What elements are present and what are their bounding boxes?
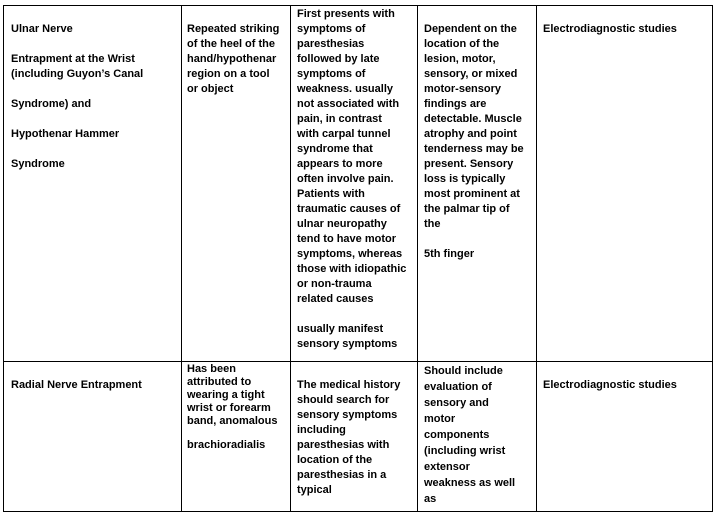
column-divider: [290, 5, 291, 512]
condition-cell: [11, 22, 179, 172]
table-border-left: [3, 5, 4, 512]
cell-line: paresthesias: [297, 38, 365, 50]
cell-line: syndrome that: [297, 143, 373, 155]
cell-line: detectable. Muscle: [424, 113, 522, 125]
cell-line: related causes: [297, 293, 374, 305]
cell-line: ulnar neuropathy: [297, 218, 387, 230]
cell-line: weakness as well: [424, 477, 516, 489]
testing-cell: [543, 22, 709, 37]
cell-line: region on a tool: [187, 68, 270, 80]
column-divider: [181, 5, 182, 512]
table-border-bottom: [3, 511, 713, 512]
cell-line: not associated with: [297, 98, 400, 110]
table-border-top: [3, 5, 713, 6]
exam-cell: [424, 363, 528, 507]
cell-line: (including Guyon’s Canal: [11, 68, 144, 80]
cell-line: Should include: [424, 365, 503, 377]
cell-line: Has been: [187, 363, 236, 375]
history-cell: [297, 7, 415, 352]
cell-line: Ulnar Nerve: [11, 23, 73, 35]
cell-line: usually manifest: [297, 323, 384, 335]
cell-line: motor: [424, 413, 456, 425]
cell-line: lesion, motor,: [424, 53, 496, 65]
cell-line: the: [424, 218, 441, 230]
cell-line: wearing a tight: [187, 389, 265, 401]
cell-line: traumatic causes of: [297, 203, 401, 215]
cell-line: sensory symptoms: [297, 338, 398, 350]
cell-line: brachioradialis: [187, 439, 266, 451]
cell-line: Syndrome: [11, 158, 65, 170]
cell-line: followed by late: [297, 53, 380, 65]
cell-line: Patients with: [297, 188, 365, 200]
cell-line: Hypothenar Hammer: [11, 128, 120, 140]
column-divider: [417, 5, 418, 512]
cell-line: sensory, or mixed: [424, 68, 518, 80]
cell-line: atrophy and point: [424, 128, 517, 140]
cell-line: attributed to: [187, 376, 252, 388]
cell-line: or non-trauma: [297, 278, 372, 290]
cell-line: Repeated striking: [187, 23, 280, 35]
cell-line: Electrodiagnostic studies: [543, 23, 677, 35]
history-cell: [297, 378, 415, 498]
cell-line: often involve pain.: [297, 173, 394, 185]
cell-line: or object: [187, 83, 234, 95]
cell-line: with carpal tunnel: [297, 128, 391, 140]
cell-line: loss is typically: [424, 173, 506, 185]
cell-line: pain, in contrast: [297, 113, 382, 125]
cell-line: components: [424, 429, 490, 441]
cell-line: Entrapment at the Wrist: [11, 53, 135, 65]
cell-line: Dependent on the: [424, 23, 517, 35]
condition-cell: [11, 378, 179, 393]
cell-line: Electrodiagnostic studies: [543, 379, 677, 391]
cell-line: tenderness may be: [424, 143, 524, 155]
cell-line: (including wrist: [424, 445, 506, 457]
cell-line: as: [424, 493, 437, 505]
cell-line: symptoms of: [297, 68, 366, 80]
cause-cell: [187, 22, 289, 97]
cell-line: of the heel of the: [187, 38, 275, 50]
cell-line: extensor: [424, 461, 470, 473]
cause-cell: [187, 363, 289, 452]
cell-line: motor-sensory: [424, 83, 502, 95]
cell-line: Radial Nerve Entrapment: [11, 379, 142, 391]
cell-line: findings are: [424, 98, 487, 110]
cell-line: sensory and: [424, 397, 489, 409]
cell-line: band, anomalous: [187, 415, 278, 427]
testing-cell: [543, 378, 709, 393]
cell-line: should search for: [297, 394, 390, 406]
cell-line: evaluation of: [424, 381, 492, 393]
column-divider: [536, 5, 537, 512]
cell-line: First presents with: [297, 8, 395, 20]
cell-line: location of the: [297, 454, 373, 466]
row-divider: [3, 361, 713, 362]
cell-line: typical: [297, 484, 332, 496]
cell-line: The medical history: [297, 379, 401, 391]
cell-line: paresthesias with: [297, 439, 390, 451]
cell-line: those with idiopathic: [297, 263, 407, 275]
cell-line: present. Sensory: [424, 158, 514, 170]
cell-line: weakness. usually: [297, 83, 393, 95]
cell-line: hand/hypothenar: [187, 53, 277, 65]
cell-line: 5th finger: [424, 248, 475, 260]
cell-line: sensory symptoms: [297, 409, 398, 421]
cell-line: paresthesias in a: [297, 469, 387, 481]
cell-line: symptoms, whereas: [297, 248, 403, 260]
cell-line: symptoms of: [297, 23, 366, 35]
cell-line: the palmar tip of: [424, 203, 510, 215]
cell-line: wrist or forearm: [187, 402, 271, 414]
exam-cell: [424, 22, 534, 262]
cell-line: appears to more: [297, 158, 383, 170]
cell-line: including: [297, 424, 346, 436]
cell-line: tend to have motor: [297, 233, 397, 245]
cell-line: most prominent at: [424, 188, 520, 200]
cell-line: Syndrome) and: [11, 98, 92, 110]
table-border-right: [712, 5, 713, 512]
cell-line: location of the: [424, 38, 500, 50]
